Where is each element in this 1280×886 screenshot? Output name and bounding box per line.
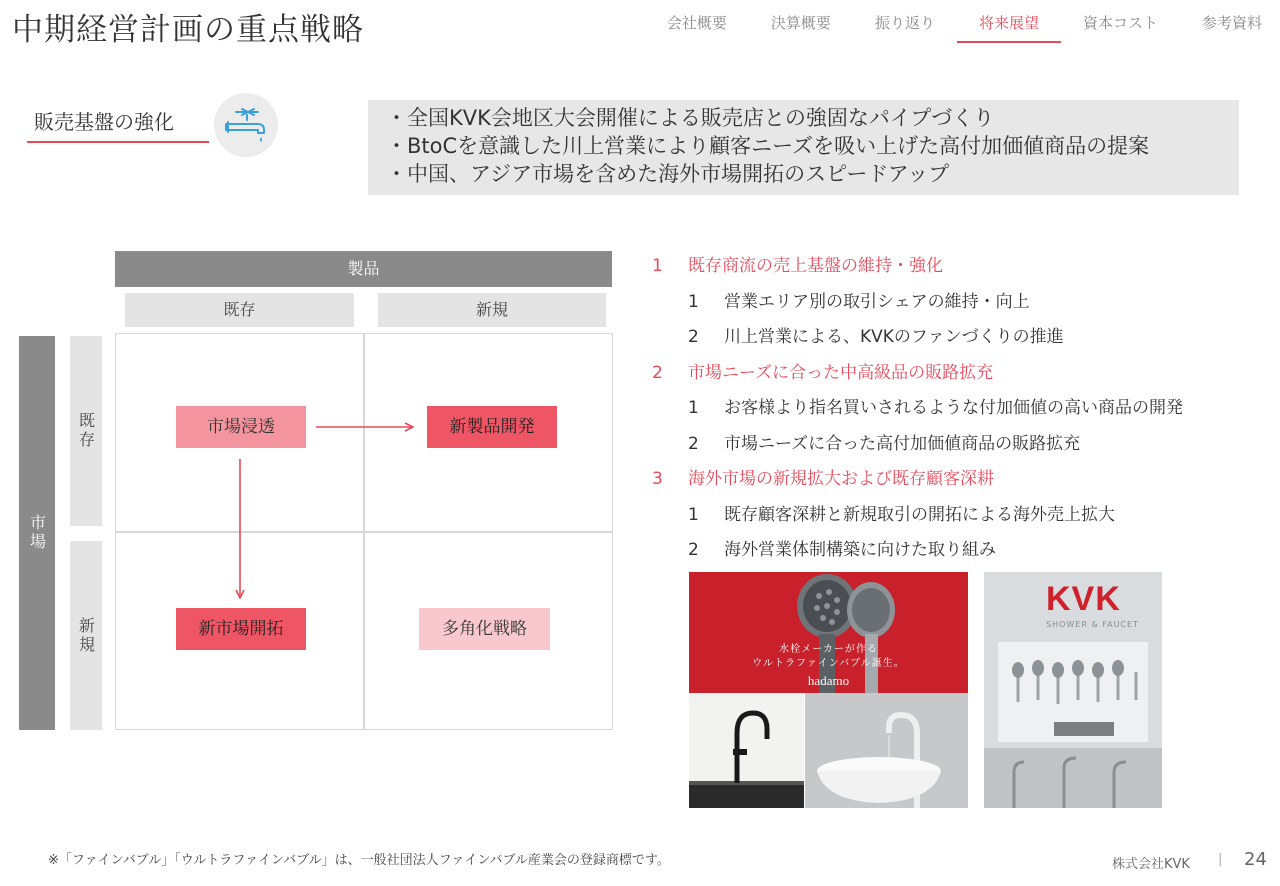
market-new-header [70, 541, 102, 730]
market-existing-header [70, 336, 102, 526]
product-header: 製品 [115, 251, 612, 287]
page-number: 24 [1244, 849, 1267, 870]
footnote: ※「ファインバブル」「ウルトラファインバブル」は、一般社団法人ファインバブル産業会の登録商標です。 [48, 853, 670, 868]
item-text: 海外営業体制構築に向けた取り組み [724, 540, 996, 560]
strategy-item [652, 430, 1272, 466]
item-text: 川上営業による、KVKのファンづくりの推進 [724, 327, 1064, 347]
item-number: 2 [688, 327, 699, 347]
matrix-divider-horizontal [115, 531, 613, 533]
strategy-heading [652, 465, 1272, 501]
market-header [19, 336, 55, 730]
strategy-item [652, 536, 1272, 572]
intro-line: ・BtoCを意識した川上営業により顧客ニーズを吸い上げた高付加価値商品の提案 [386, 134, 1150, 158]
nav-item-outlook[interactable]: 将来展望 [957, 12, 1061, 43]
faucet-icon [214, 93, 278, 157]
product-new-header: 新規 [378, 293, 606, 327]
ad-copy-line-2: ウルトラファインバブル誕生。 [752, 658, 905, 669]
ad-brand-logo: hadamo [807, 673, 850, 688]
nav-item-company[interactable]: 会社概要 [666, 14, 727, 32]
market-existing-label: 既存 [76, 412, 96, 450]
intro-line: ・中国、アジア市場を含めた海外市場開拓のスピードアップ [386, 162, 950, 186]
strategy-list [652, 252, 1272, 572]
footer-separator: | [1218, 852, 1223, 867]
item-text: 既存顧客深耕と新規取引の開拓による海外売上拡大 [724, 504, 1115, 525]
booth-logo: KVK [1046, 580, 1121, 618]
ad-copy-line-1: 水栓メーカーが作る [779, 644, 878, 655]
strategy-title: 既存商流の売上基盤の維持・強化 [688, 256, 943, 276]
strategy-item [652, 288, 1272, 324]
strategy-item [652, 394, 1272, 430]
strategy-heading [652, 252, 1272, 288]
item-number: 1 [688, 291, 699, 312]
intro-box [368, 100, 1239, 195]
product-existing-header: 既存 [125, 293, 354, 327]
nav-item-review[interactable]: 振り返り [874, 14, 935, 32]
strategy-number: 3 [652, 469, 663, 489]
item-number: 2 [688, 433, 699, 454]
section-underline [27, 141, 209, 143]
strategy-number: 1 [652, 256, 663, 276]
company-name: 株式会社KVK [1112, 857, 1190, 872]
item-number: 2 [688, 540, 699, 560]
item-text: 営業エリア別の取引シェアの維持・向上 [724, 291, 1030, 312]
white-basin-photo [805, 693, 968, 808]
cell-diversification: 多角化戦略 [419, 608, 550, 650]
nav-item-references[interactable]: 参考資料 [1201, 14, 1262, 32]
item-text: 市場ニーズに合った高付加価値商品の販路拡充 [724, 433, 1081, 454]
section-label: 販売基盤の強化 [34, 110, 174, 134]
top-nav [645, 12, 1262, 43]
strategy-title: 市場ニーズに合った中高級品の販路拡充 [688, 362, 994, 383]
cell-product-development: 新製品開発 [427, 406, 557, 448]
cell-market-penetration: 市場浸透 [176, 406, 306, 448]
strategy-number: 2 [652, 362, 663, 383]
strategy-item [652, 501, 1272, 537]
strategy-title: 海外市場の新規拡大および既存顧客深耕 [688, 469, 994, 489]
page-title: 中期経営計画の重点戦略 [12, 12, 364, 48]
strategy-item [652, 323, 1272, 359]
item-number: 1 [688, 398, 699, 418]
strategy-heading [652, 359, 1272, 395]
product-ad-photo [689, 572, 968, 693]
nav-item-financials[interactable]: 決算概要 [770, 14, 831, 32]
booth-logo-sub: SHOWER & FAUCET [1046, 620, 1139, 629]
intro-line: ・全国KVK会地区大会開催による販売店との強固なパイプづくり [386, 106, 995, 130]
nav-item-cost-of-capital[interactable]: 資本コスト [1082, 14, 1158, 32]
market-header-label: 市場 [27, 514, 47, 552]
item-text: お客様より指名買いされるような付加価値の高い商品の開発 [724, 398, 1183, 418]
item-number: 1 [688, 504, 699, 525]
exhibition-booth-photo [984, 572, 1162, 808]
cell-market-development: 新市場開拓 [176, 608, 306, 650]
market-new-label: 新規 [76, 616, 96, 655]
black-faucet-photo [689, 693, 804, 808]
